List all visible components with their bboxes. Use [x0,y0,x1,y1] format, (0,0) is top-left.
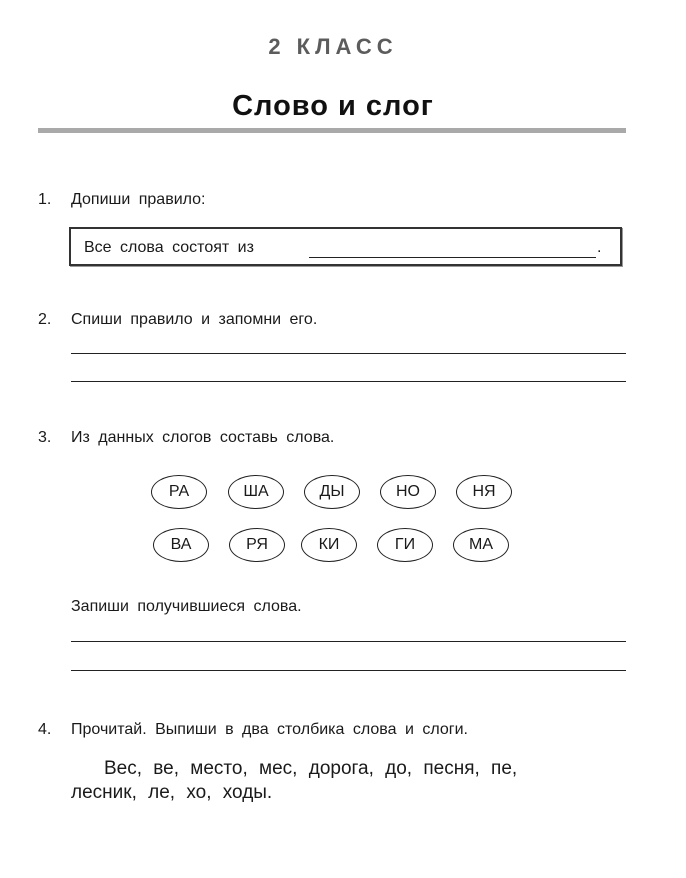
task-4-text: Прочитай. Выпиши в два столбика слова и слоги. [71,721,468,738]
writing-line[interactable] [71,353,626,354]
task-3-subtask: Запиши получившиеся слова. [71,598,302,615]
syllable-bubble: НЯ [456,475,512,509]
page-title: Слово и слог [232,90,434,122]
writing-line[interactable] [71,670,626,671]
title-divider [38,128,626,133]
task-2-text: Спиши правило и запомни его. [71,311,318,328]
syllable-bubble: МА [453,528,509,562]
task-4-number: 4. [38,721,52,738]
task-2-number: 2. [38,311,52,328]
task-3-text: Из данных слогов составь слова. [71,429,335,446]
syllable-bubble: НО [380,475,436,509]
rule-end: . [597,239,602,256]
grade-heading: 2 КЛАСС [268,34,398,59]
writing-line[interactable] [71,641,626,642]
writing-line[interactable] [71,381,626,382]
syllable-bubble: КИ [301,528,357,562]
task-1-text: Допиши правило: [71,191,206,208]
syllable-bubble: ША [228,475,284,509]
rule-prefix: Все слова состоят из [84,239,254,256]
task-3-number: 3. [38,429,52,446]
syllable-bubble: ДЫ [304,475,360,509]
word-list-line: лесник, ле, хо, ходы. [71,782,273,803]
rule-answer-line[interactable] [309,257,596,258]
word-list-line: Вес, ве, место, мес, дорога, до, песня, пе, [104,758,518,779]
syllable-bubble: ВА [153,528,209,562]
syllable-bubble: РА [151,475,207,509]
task-1-number: 1. [38,191,52,208]
syllable-bubble: РЯ [229,528,285,562]
syllable-bubble: ГИ [377,528,433,562]
